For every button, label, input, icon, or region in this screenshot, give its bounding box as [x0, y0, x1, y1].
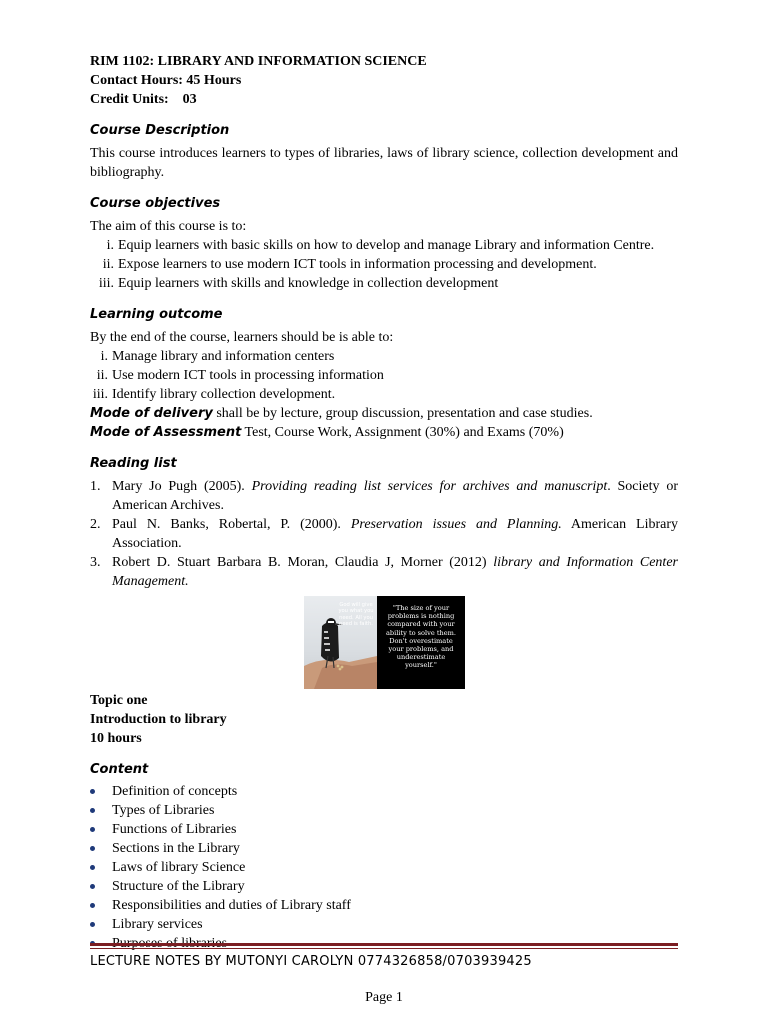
course-objectives-list [90, 236, 678, 293]
list-item: i. Manage library and information centers [100, 349, 335, 364]
list-item: iii. Equip learners with skills and knowledge in collection development [98, 276, 499, 291]
list-item: Library services [90, 915, 678, 934]
document-page [90, 52, 678, 953]
learning-outcome-heading: Learning outcome [90, 307, 223, 322]
list-item: Structure of the Library [90, 877, 678, 896]
footer-text: LECTURE NOTES BY MUTONYI CAROLYN 0774326858/0703939425 [90, 954, 532, 969]
list-item: Responsibilities and duties of Library staff [90, 896, 678, 915]
course-description-text: This course introduces learners to types of libraries, laws of library science, collection development and bibliography. [90, 146, 678, 180]
list-item: Laws of library Science [90, 858, 678, 877]
list-item: Sections in the Library [90, 839, 678, 858]
footer-divider [90, 943, 678, 950]
contact-hours: Contact Hours: 45 Hours [90, 73, 242, 88]
list-item: i. Equip learners with basic skills on how to develop and manage Library and information Centre. [106, 238, 655, 253]
mode-of-delivery: Mode of delivery shall be by lecture, group discussion, presentation and case studies. [90, 406, 593, 421]
course-title: RIM 1102: LIBRARY AND INFORMATION SCIENCE [90, 54, 427, 69]
quote-panel: "The size of your problems is nothing compared with your ability to solve them. Don't overestimate your problems, and underestimate yourself." [377, 596, 465, 689]
list-item: iii. Identify library collection development. [92, 387, 336, 402]
list-item: ii. Use modern ICT tools in processing information [96, 368, 384, 383]
list-item: 2. Paul N. Banks, Robertal, P. (2000). Preservation issues and Planning. American Library Association. [90, 517, 678, 551]
course-objectives-intro: The aim of this course is to: [90, 219, 247, 234]
list-item: Types of Libraries [90, 801, 678, 820]
page-number: Page 1 [365, 990, 403, 1005]
bird-photo: God will give you what you need. All you need is faith. [304, 596, 377, 689]
list-item: 1. Mary Jo Pugh (2005). Providing reading list services for archives and manuscript. Society or American Archives. [90, 479, 678, 513]
list-item: Functions of Libraries [90, 820, 678, 839]
mode-of-assessment: Mode of Assessment Test, Course Work, Assignment (30%) and Exams (70%) [90, 425, 564, 440]
learning-outcome-list [90, 347, 678, 404]
reading-list [90, 477, 678, 591]
topic-subtitle: Introduction to library [90, 712, 227, 727]
list-item: 3. Robert D. Stuart Barbara B. Moran, Claudia J, Morner (2012) library and Information Center Management. [90, 555, 678, 589]
course-objectives-heading: Course objectives [90, 196, 221, 211]
content-list [90, 782, 678, 953]
list-item: ii. Expose learners to use modern ICT tools in information processing and development. [102, 257, 597, 272]
list-item: Definition of concepts [90, 782, 678, 801]
learning-outcome-intro: By the end of the course, learners should be is able to: [90, 330, 394, 345]
quote-image [304, 596, 465, 689]
reading-list-heading: Reading list [90, 456, 177, 471]
content-heading: Content [90, 762, 149, 777]
topic-title: Topic one [90, 693, 148, 708]
topic-hours: 10 hours [90, 731, 142, 746]
credit-units: Credit Units: 03 [90, 92, 197, 107]
course-description-heading: Course Description [90, 123, 230, 138]
